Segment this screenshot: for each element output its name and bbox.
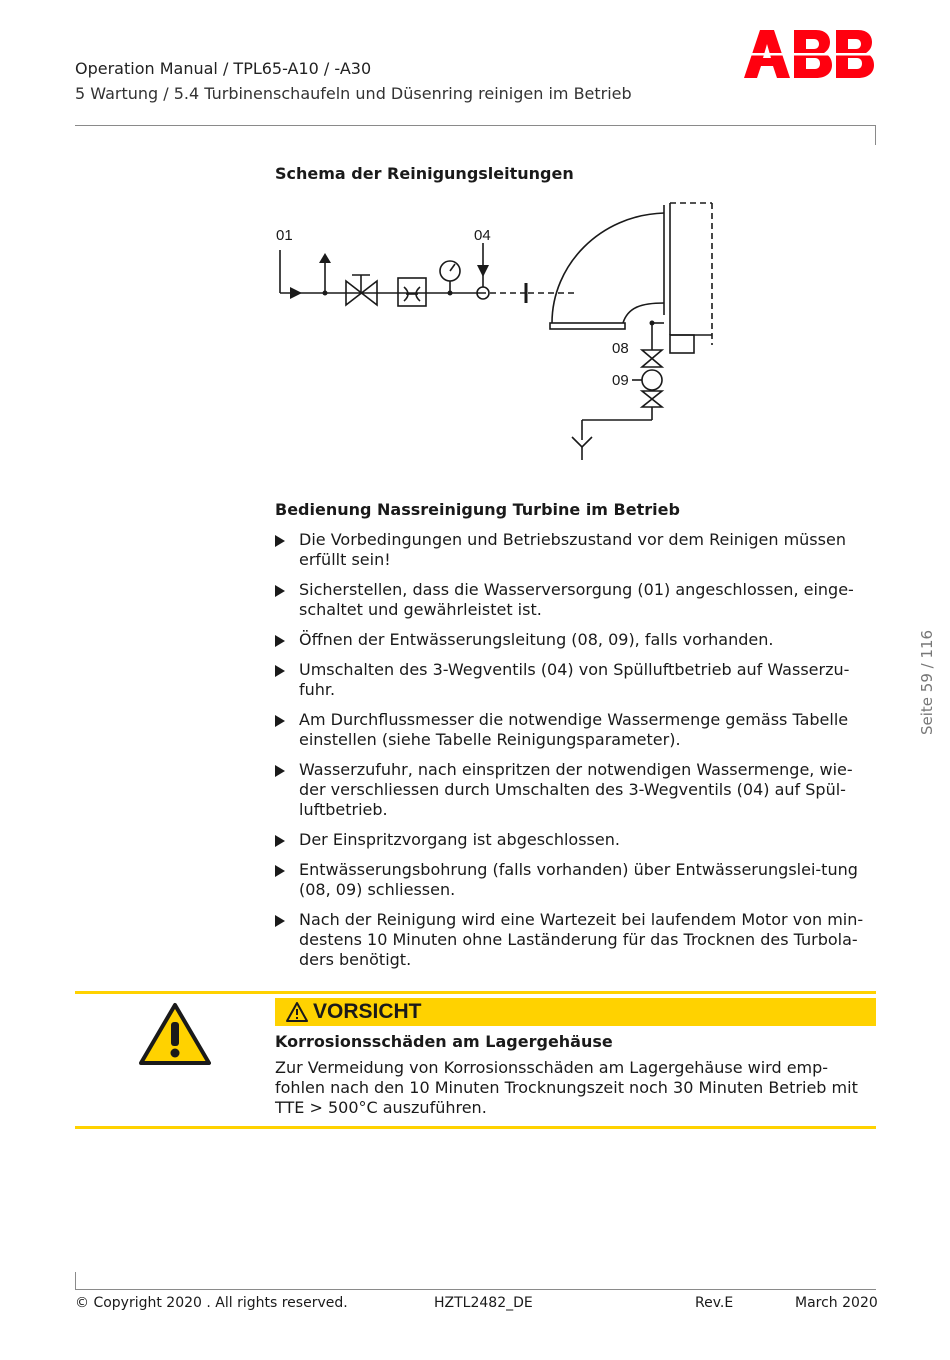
procedure-step [275,660,875,700]
procedure-title: Bedienung Nassreinigung Turbine im Betrieb [275,500,680,519]
footer-date: March 2020 [795,1295,878,1311]
warning-small-icon [285,1001,309,1023]
procedure-step [275,710,875,750]
schema-label-01: 01 [276,227,293,244]
header-rule-tick [875,125,876,145]
triangle-bullet-icon [275,585,285,597]
procedure-step [275,630,875,650]
footer-rule-tick [75,1272,76,1289]
page-number: Seite 59 / 116 [918,629,936,735]
abb-logo [744,28,876,80]
step-text: Am Durchflussmesser die notwendige Wassermenge gemäss Tabelle einstellen (siehe Tabelle Reinigungsparameter). [299,710,849,749]
schema-title: Schema der Reinigungsleitungen [275,164,574,183]
schema-label-04: 04 [474,227,491,244]
manual-title: Operation Manual / TPL65-A10 / -A30 [75,59,372,78]
footer-doc-id: HZTL2482_DE [434,1295,533,1311]
footer-revision: Rev.E [695,1295,734,1311]
step-text: Umschalten des 3-Wegventils (04) von Spülluftbetrieb auf Wasserzu-fuhr. [299,660,850,699]
breadcrumb: 5 Wartung / 5.4 Turbinenschaufeln und Düsenring reinigen im Betrieb [75,84,632,103]
procedure-steps [275,530,875,980]
header-rule [75,125,876,126]
caution-heading: Korrosionsschäden am Lagergehäuse [275,1032,613,1051]
step-text: Nach der Reinigung wird eine Wartezeit bei laufendem Motor von min-destens 10 Minuten ohne Laständerung für das Trocknen des Turbola-ders benötigt. [299,910,864,969]
schema-label-08: 08 [612,340,629,357]
procedure-step [275,860,875,900]
procedure-step [275,760,875,820]
caution-top-rule [75,991,876,994]
footer-copyright: © Copyright 2020 . All rights reserved. [75,1295,348,1311]
triangle-bullet-icon [275,915,285,927]
caution-banner [275,998,876,1026]
caution-text: Zur Vermeidung von Korrosionsschäden am Lagergehäuse wird emp-fohlen nach den 10 Minuten Trocknungszeit noch 30 Minuten Betrieb mit TTE > 500°C auszuführen. [275,1058,858,1117]
step-text: Sicherstellen, dass die Wasserversorgung (01) angeschlossen, einge-schaltet und gewährleistet ist. [299,580,854,619]
procedure-step [275,910,875,970]
triangle-bullet-icon [275,765,285,777]
step-text: Entwässerungsbohrung (falls vorhanden) über Entwässerungslei-tung (08, 09) schliessen. [299,860,858,899]
procedure-step [275,530,875,570]
caution-label: VORSICHT [313,1000,422,1023]
step-text: Wasserzufuhr, nach einspritzen der notwendigen Wassermenge, wie-der verschliessen durch Umschalten des 3-Wegventils (04) auf Spül-luftbetrieb. [299,760,853,819]
procedure-step [275,580,875,620]
caution-bottom-rule [75,1126,876,1129]
footer-rule [75,1289,876,1290]
triangle-bullet-icon [275,535,285,547]
step-text: Die Vorbedingungen und Betriebszustand vor dem Reinigen müssen erfüllt sein! [299,530,846,569]
triangle-bullet-icon [275,715,285,727]
warning-triangle-icon [139,1002,211,1066]
triangle-bullet-icon [275,635,285,647]
triangle-bullet-icon [275,865,285,877]
step-text: Der Einspritzvorgang ist abgeschlossen. [299,830,620,849]
step-text: Öffnen der Entwässerungsleitung (08, 09), falls vorhanden. [299,630,774,649]
procedure-step [275,830,875,850]
triangle-bullet-icon [275,665,285,677]
cleaning-lines-schematic [270,195,730,470]
schema-label-09: 09 [612,372,629,389]
triangle-bullet-icon [275,835,285,847]
